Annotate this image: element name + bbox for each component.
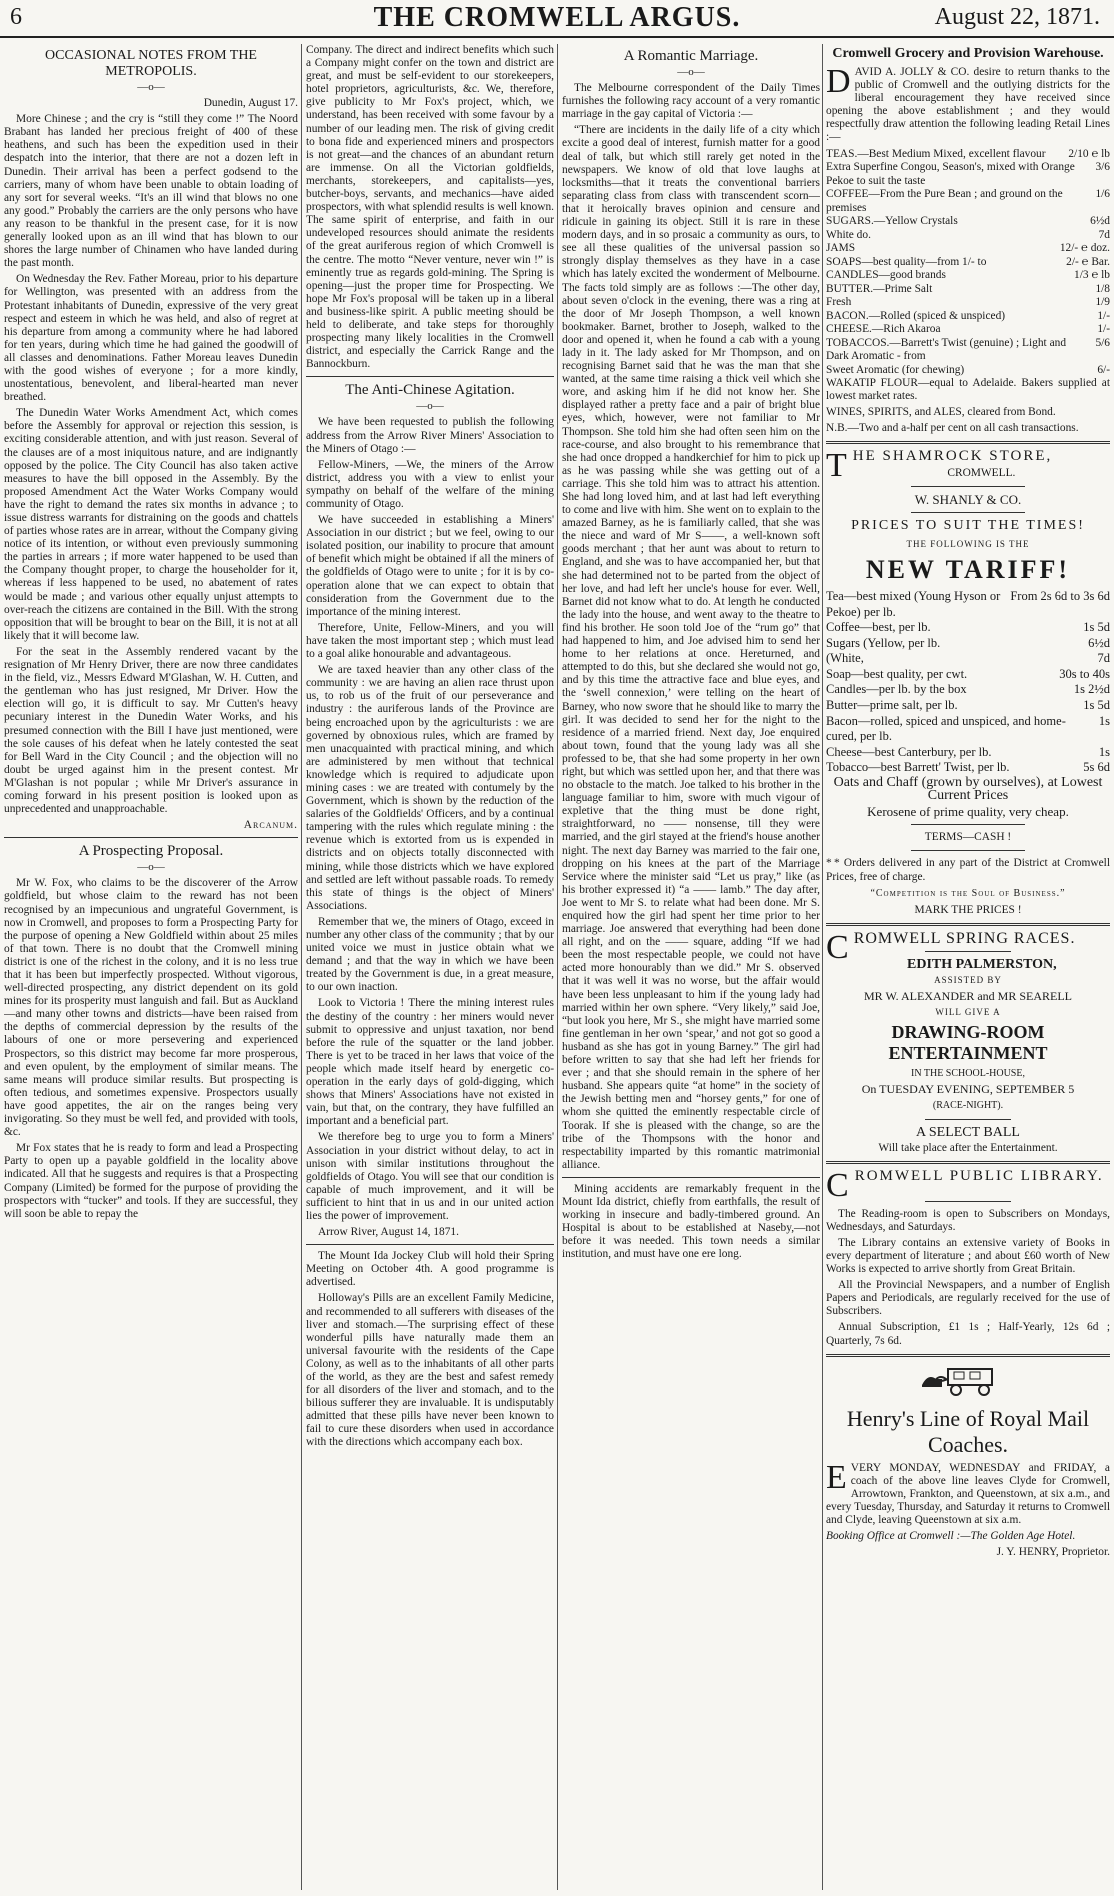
column-2 [306,44,554,1890]
ad-title-library: ROMWELL PUBLIC LIBRARY. [854,1167,1104,1184]
divider [306,1244,554,1245]
paragraph: The Dunedin Water Works Amendment Act, which comes before the Assembly for approval or rejection this session, is exciting considerable attention, and with just reason. Several of the clauses are of a most iniquitous nature, and are indignantly opposed by the police. The City Council has also taken active measures to have the bill opposed in the Assembly. By the proposed Amendment Act the Water Works Company would have the right to demand the rates six months in advance ; to issue distress warrants for distraining on the goods and chattels of parties whose rates are in arrear, without the Company giving notice of its intention, or without even previously summoning the parties in arrears ; if more water happened to be used than the Company thought proper, to charge the householder for it, whereas if less happened to be used, no abatement of rates would be made ; and various other equally unjust attempts to over-reach the citizens are contained in the Bill. With the strong opposition that will be brought to bear on the Bill, it is not at all likely that it will become law. [4,407,298,642]
paragraph: Mr W. Fox, who claims to be the discoverer of the Arrow goldfield, but whose claim to the reward has not been recognised by an impecunious and ungrateful Government, is now in Cromwell, and proposes to form a Prospecting Party for the purpose of opening a New Goldfield within about 25 miles of that town. There is no doubt that the Cromwell mining district is one of the richest in the colony, and it is no less true that it has been but imperfectly prospected. Without vigorous, well-directed prospecting, any district dependent on its gold mines for its prosperity must languish and fail. But as Auckland—and many other towns and districts—have been raised from the depths of commercial depression by the results of the labours of one or more persevering and experienced Prospectors, so this district may become far more prosperous, and even opulent, by the employment of similar means. The same means will produce similar results. But prospecting is often tedious, and sometimes expensive. Prospectors usually have good appetites, the air on the ranges being very invigorating. So they must be well fed, and provided with tools, &c. [4,877,298,1139]
ad-tariff-heading: NEW TARIFF! [865,554,1071,584]
ad-line: Oats and Chaff (grown by ourselves), at Lowest Current Prices [833,775,1103,804]
paragraph: We have been requested to publish the following address from the Arrow River Miners' Association to the Miners of Otago :— [306,416,554,455]
item-price: 1/- [1097,309,1110,322]
item-name: Candles—per lb. by the box [826,682,967,697]
item-name: JAMS [826,242,856,255]
drop-cap: E [826,1458,847,1496]
ad-subline: WILL GIVE A [935,1007,1001,1018]
article-heading-prospecting: A Prospecting Proposal. [78,843,224,860]
divider [925,1201,1010,1202]
item-price: 2/- ℮ Bar. [1066,255,1110,268]
ad-motto: “Competition is the Soul of Business.” [870,887,1066,899]
column-divider [557,44,558,1890]
price-row [826,698,1110,714]
ad-line: MARK THE PRICES ! [914,903,1022,916]
item-price: 1/3 ℮ lb [1074,269,1110,282]
article-heading-romantic-marriage: A Romantic Marriage. [623,48,759,64]
item-price: 7d [1097,651,1110,666]
price-row [826,745,1110,761]
item-price: 1s 5d [1083,698,1110,713]
ad-title-races: ROMWELL SPRING RACES. [853,929,1076,947]
ad-place: CROMWELL. [947,466,1016,479]
divider [562,1177,820,1178]
paragraph: Fellow-Miners, —We, the miners of the Arrow district, address you with a view to enlist your sympathy on behalf of the welfare of the mining community of Otago. [306,458,554,510]
column-4-advertisements [826,44,1110,1890]
ad-line: J. Y. HENRY, Proprietor. [996,1546,1110,1559]
item-price: 3/6 [1095,161,1110,174]
ad-line: WINES, SPIRITS, and ALES, cleared from Bond. [826,406,1056,419]
item-name: SUGARS.—Yellow Crystals [826,215,958,228]
paragraph: Therefore, Unite, Fellow-Miners, and you will have taken the most important step ; which must lead to a goal alike honourable and advantageous. [306,621,554,661]
paragraph: More Chinese ; and the cry is “still they come !” The Noord Brabant has landed her precious freight of 400 of these heathens, and such has been the expedition used in their despatch into the interior, that there are not a dozen left in Dunedin. Their arrival has been a perfect godsend to the carriers, many of whom have been unable to obtain loading of any sort for several weeks. “It's an ill wind that blows no one any good.” Probably the carriers are the only persons who have any reason to be thankful in the present case, for it is now generally looked upon as an ill wind that has blown to our shores the large number of Chinamen who have landed during the past month. [4,113,298,270]
paragraph: Mr Fox states that he is ready to form and lead a Prospecting Party to open up a payable goldfield in the locality above indicated. All that he suggests and requires is that a Prospecting Company (Limited) be formed for the purpose of providing the prospectors with “tucker” and tools. If they are successful, they will soon be able to repay the [4,1142,298,1220]
ad-note: N.B.—Two and a-half per cent on all cash transactions. [826,422,1079,435]
price-row [826,215,1110,229]
price-row [826,283,1110,297]
signature: Arrow River, August 14, 1871. [318,1226,459,1239]
item-price: 6/- [1097,363,1110,376]
paragraph: For the seat in the Assembly rendered vacant by the resignation of Mr Henry Driver, there are now three candidates in the field, viz., Messrs Edward M'Glashan, W. H. Cutten, and the gentleman who has just resigned, Mr Driver. How the election will go, it is difficult to say. Mr Cutten's heavy pecuniary interest in the Dunedin Water Works, and his presumed connection with the Bill I have just mentioned, were the sole causes of his defeat when he lately contested the seat for Bell Ward in the City Council ; and the objection will no doubt be urged against him in the present contest. Mr M'Glashan is not popular ; while Mr Driver's assurance in coming forward in his present position is looked upon as unprecedented and unapproachable. [4,645,298,816]
divider [826,923,1110,926]
divider [911,850,1025,851]
item-price: 5s 6d [1083,760,1110,775]
coach-icon [918,1363,1018,1397]
divider [826,441,1110,444]
item-price: 30s to 40s [1059,666,1110,681]
paragraph: Holloway's Pills are an excellent Family Medicine, and recommended to all sufferers with diseases of the liver and stomach.—The surprising effect of these wonderful pills have naturally made them an universal favourite with the residents of the Cape Colony, as well as to the inhabitants of all other parts of the world, as they are the best and safest remedy for all disorders of the liver and stomach, and to the bilious sufferer they are invaluable. It is undisputably admitted that these pills have never been known to fail to cure these disorders when used in accordance with the directions which accompany each box. [306,1292,554,1449]
paragraph: We therefore beg to urge you to form a Miners' Association in your district without delay, to act in unison with similar institutions throughout the goldfields of Otago. You will see that our condition is capable of much improvement, and it will be sufficient to hint that in us and in our united action lies the power of improvement. [306,1131,554,1222]
price-row [826,269,1110,283]
paragraph: The Library contains an extensive variety of Books in every department of literature ; and about £60 worth of New Works is expected to arrive shortly from Great Britain. [826,1236,1110,1276]
ad-line: A SELECT BALL [916,1124,1020,1140]
ad-line: * * Orders delivered in any part of the District at Cromwell Prices, free of charge. [826,857,1110,883]
tariff-list [826,589,1110,776]
paragraph: All the Provincial Newspapers, and a number of English Papers and Periodicals, are regularly received for the use of Subscribers. [826,1279,1110,1318]
item-price: 6½d [1090,215,1110,228]
item-name: Coffee—best, per lb. [826,620,931,635]
paragraph: Annual Subscription, £1 1s ; Half-Yearly, 12s 6d ; Quarterly, 7s 6d. [826,1321,1110,1347]
divider [911,486,1025,487]
ad-line: Kerosene of prime quality, very cheap. [867,804,1069,820]
price-row [826,310,1110,324]
price-row [826,651,1110,667]
divider [911,824,1025,825]
price-row [826,337,1110,364]
ad-slogan: PRICES TO SUIT THE TIMES! [851,517,1085,533]
article-heading-anti-chinese: The Anti-Chinese Agitation. [345,382,515,399]
price-row [826,256,1110,270]
item-price: 1s 2½d [1073,682,1110,697]
ad-subline: THE FOLLOWING IS THE [906,538,1030,549]
item-name: Extra Superfine Congou, Season's, mixed with Orange Pekoe to suit the taste [826,161,1075,187]
ad-intro: AVID A. JOLLY & CO. desire to return thanks to the public of Cromwell and the outlying districts for the liberal encouragement they have received since opening the above establishment ; and they would respectfully draw attention the following leading Retail Lines :— [826,66,1110,144]
item-price: 1/8 [1095,282,1110,295]
newspaper-title: THE CROMWELL ARGUS. [373,2,741,33]
drop-cap: C [826,928,850,966]
ad-subline: (RACE-NIGHT). [932,1100,1004,1112]
price-row [826,188,1110,215]
price-row [826,296,1110,310]
column-3 [562,44,820,1890]
price-row [826,667,1110,683]
item-name: COFFEE—From the Pure Bean ; and ground on the premises [826,188,1063,214]
item-price: 12/- ℮ doz. [1059,242,1110,255]
item-name: SOAPS—best quality—from 1/- to [826,255,987,268]
price-row [826,229,1110,243]
ad-performer: EDITH PALMERSTON, [907,956,1057,972]
item-name: (White, [826,651,864,666]
divider [826,1161,1110,1164]
divider [925,951,1010,952]
ad-event: DRAWING-ROOM ENTERTAINMENT [888,1022,1048,1064]
paragraph: On Wednesday the Rev. Father Moreau, prior to his departure for Wellington, was presented with an address from the Protestant inhabitants of Dunedin, expressive of the very great respect and esteem in which he was held, and also of regret at his departure from among a community where he had labored for ten years, during which time he had gained the goodwill of all classes and denominations. Father Moreau leaves Dunedin with the good wishes of everyone ; for a more kindly, unostentatious, benevolent, and liberal-hearted man never breathed. [4,273,298,404]
item-name: Sweet Aromatic (for chewing) [826,363,965,376]
drop-cap: D [826,63,851,100]
item-price: 1/9 [1095,296,1110,309]
item-price: 1s 5d [1083,620,1110,635]
item-name: TEAS.—Best Medium Mixed, excellent flavour [826,147,1046,160]
price-row [826,161,1110,188]
paragraph: “There are incidents in the daily life of a city which excite a good deal of interest, furnish matter for a good deal of talk, but which still rarely get noted in the newspapers. We know of old that love laughs at locksmiths—that it treats the conventional barriers separating class from class with transcendent scorn—that it heroically braves opinion and censure and ridicule in gaining its object. Still it is rare in these modern days, and in so prosaic a community as ours, to see all these qualities of the universal passion so strongly display themselves as they have in a case which has lately excited the wonderment of Melbourne. The facts told simply are as follows :—The other day, about seven o'clock in the evening, there was a ring at the door of Mr Joseph Thompson, a well known bookmaker. Barnet, brother to Joseph, walked to the door and opened it, when he found a cab with a young lady in it. The lady asked for Mr Thompson, and on recognising Barnet said that he was the man that she wanted, at the same time raising a thick veil which she wore, and asking him if he did not know her. She displayed rather a pretty face and a pair of bright blue eyes, which, however, were not familiar to Mr Thompson. She told him she had often seen him on the race-course, and also brought to his remembrance that she had once dropped a handkerchief for him to pick up as he was passing while she was getting out of a carriage. This she told him was to attract his attention. She had long loved him, and at last had left everything to come and live with him. She went on to explain to the amazed Barney, as he is familiarly called, that she was the niece and ward of Mr S——, a well-known soft goods merchant ; that her aunt was about to return to England, and she was to have accompanied her, but that she had determined not to be parted from the object of her love, and had left her uncle's house for ever. Well, Barnet did not know what to do. At length he conducted the lady into the house, and went away to the theatre to find his brother. He soon told Joe of the “rum go” that had happened to him, and Joe advised him to send her home to her relations at once. Hereturned, and attempted to do this, but she declared she would not go, and by this time the attractive face and blue eyes, and the ‘swell connexion,’ were telling on the heart of Barney, who now swore that he should like to marry the girl. It was decided to send her for the night to the residence of a married friend. Next day, Joe enquired about town, found that the young lady was all she professed to be, that she had some property in her own right, but which was settled upon her, and that there was no obstacle to the match. Joe talked to his brother in the language familiar to him, swore with much vigour of expletive that the thing must be done right, straightforward, no —— nonsense, till they were married, and the girl stayed at the friend's house another night. The next day Barney was married to the fair one, dropping on his knees at the part of the Marriage Service where the minister said “Let us pray,” like (as his brother expressed it) “a —— lamb.” The day after, Joe went to Mr S. to relate what had been done. Mr S. enquired how the girl had spent her time prior to her marriage. Joe answered that everything had been done all right, and on the —— square, adding “If we had been the most respectable people, we could not have acted more honourably than we did.” Mr S. observed that it was well it was no worse, but the affair would have been less unpleasant to him if the young lady had married within her own sphere. “Very likely,” said Joe, “but look you here, Mr S., she might have married some fine gentleman in her own ‘spear,’ and not got so good a husband as she has got in young Barney.” The girl had before written to say that she had left her friends for ever ; and that she should remain in the sphere of her husband. She appears quite “at home” in the society of the Jewish betting men and “horsey gents,” for one of whom she quitted the eminently respectable circle of Toorak. If she is pleased with the change, so are the tribe of the Thompsons with the honor and respectability imparted by this romantic matrimonial alliance. [562,124,820,1171]
divider [826,1354,1110,1357]
ad-text: VERY MONDAY, WEDNESDAY and FRIDAY, a coach of the above line leaves Clyde for Cromwell, Arrowtown, Frankton, and Queenstown, at six a.m., and every Tuesday, Thursday, and Saturday it returns to Cromwell and Clyde, leaving Queenstown at six a.m. [826,1461,1110,1527]
ad-line: Booking Office at Cromwell :—The Golden Age Hotel. [826,1530,1076,1543]
price-row [826,636,1110,652]
paragraph: The Melbourne correspondent of the Daily Times furnishes the following racy account of a very romantic marriage in the gay capital of Victoria :— [562,82,820,121]
price-row [826,364,1110,378]
price-row [826,760,1110,776]
dateline: Dunedin, August 17. [203,97,298,110]
ornament: —o— [677,66,705,78]
item-name: Cheese—best Canterbury, per lb. [826,744,992,759]
item-name: BACON.—Rolled (spiced & unspiced) [826,309,1006,322]
item-price: 1/6 [1095,188,1110,201]
item-price: 7d [1098,228,1110,241]
ad-title-coaches: Henry's Line of Royal Mail Coaches. [846,1405,1090,1457]
paragraph: We have succeeded in establishing a Miners' Association in our district ; but we feel, owing to our isolated position, our inability to procure that amount of benefit which might be obtained if all the miners of the goldfields of Otago were to unite ; for it is by co-operation alone that we can expect to obtain that consideration from the Government due to the importance of the mining interest. [306,514,554,618]
ad-title-shamrock: HE SHAMROCK STORE, [852,448,1053,465]
divider [925,1119,1010,1120]
page-number: 6 [10,4,22,30]
item-name: Tea—best mixed (Young Hyson or Pekoe) per lb. [826,588,1001,619]
ad-date: On TUESDAY EVENING, SEPTEMBER 5 [861,1082,1075,1097]
item-name: Fresh [826,296,852,309]
paragraph: Company. The direct and indirect benefits which such a Company might confer on the town and district are great, and must be self-evident to our storekeepers, hotel proprietors, agriculturists, &c. We, therefore, give publicity to Mr Fox's project, which, we understand, has been received with some favour by a number of our leading men. The risk of giving credit to bona fide and experienced miners and prospectors is not great—and the chances of an abundant return are immense. On all the Victorian goldfields, merchants, storekeepers, and capitalists—yes, butcher-boys, servants, and mechanics—have aided prospectors, with what splendid results is well known. The same spirit of enterprise, and faith in our undeveloped resources should animate the residents of the great auriferous region of which Cromwell is the centre. The motto “Never venture, never win !” is eminently true as regards gold-mining. The Spring is opening—just the proper time for Prospecting. We hope Mr Fox's proposal will be taken up in a liberal and business-like spirit. A public meeting should be held to deliberate, and take steps for thoroughly prospecting many likely localities in the Cromwell district, and especially the Carrick Range and the Bannockburn. [306,44,554,371]
ad-line: MR W. ALEXANDER and MR SEARELL [863,989,1072,1004]
item-name: TOBACCOS.—Barrett's Twist (genuine) ; Light and Dark Aromatic - from [826,336,1067,363]
drop-cap: T [826,447,849,485]
item-price: 1s [1098,744,1110,759]
item-price: From 2s 6d to 3s 6d [1010,588,1110,603]
column-divider [301,44,302,1890]
masthead [0,0,1114,38]
item-price: 6½d [1088,635,1110,650]
ad-owner: W. SHANLY & CO. [914,491,1022,507]
price-list [826,148,1110,378]
ad-terms: TERMS—CASH ! [924,831,1012,844]
item-name: Sugars (Yellow, per lb. [826,635,941,650]
price-row [826,589,1110,620]
item-name: Bacon—rolled, spiced and unspiced, and home-cured, per lb. [826,713,1066,744]
divider [4,837,298,838]
item-name: Butter—prime salt, per lb. [826,698,958,713]
price-row [826,620,1110,636]
item-name: Soap—best quality, per cwt. [826,666,968,681]
drop-cap: C [826,1166,851,1204]
item-price: 1s [1098,713,1110,728]
paragraph: The Mount Ida Jockey Club will hold their Spring Meeting on October 4th. A good programme is advertised. [306,1250,554,1289]
item-name: CHEESE.—Rich Akaroa [826,323,941,336]
price-row [826,323,1110,337]
item-name: Tobacco—best Barrett' Twist, per lb. [826,760,1010,775]
item-price: 2/10 ℮ lb [1068,147,1110,160]
ad-subline: ASSISTED BY [934,974,1002,985]
column-divider [822,44,823,1890]
ornament: —o— [416,400,444,413]
ad-subline: IN THE SCHOOL-HOUSE, [911,1068,1025,1080]
item-price: 1/- [1097,323,1110,336]
item-name: BUTTER.—Prime Salt [826,282,933,295]
ad-line: WAKATIP FLOUR—equal to Adelaide. Bakers supplied at lowest market rates. [826,377,1110,403]
ad-title-grocery: Cromwell Grocery and Provision Warehouse. [832,46,1104,61]
price-row [826,714,1110,745]
divider [911,512,1025,513]
column-1 [4,44,298,1890]
divider [306,376,554,377]
signature: Arcanum. [243,819,298,832]
issue-date: August 22, 1871. [934,4,1100,30]
price-row [826,682,1110,698]
ornament: —o— [137,81,165,93]
paragraph: We are taxed heavier than any other class of the community : we are having an alien race thrust upon us, to rob us of the fruit of our perseverance and industry : the auriferous lands of the Province are being encroached upon by the agriculturists : we are governed by obnoxious rules, which are framed by men unacquainted with practical mining, and which are administered by men without that technical knowledge which is required to adjudicate upon mining cases : we are treated with contumely by the Government, which is shown by the reduction of the salaries of the Goldfields' Officers, and by a continual tampering with the rules which regulate mining : the revenue which is extorted from us is expended in districts and on objects totally disconnected with mining, while those districts which we have explored and settled are left without passable roads. To remedy this state of things is the object of Miners' Associations. [306,664,554,912]
paragraph: Mining accidents are remarkably frequent in the Mount Ida district, chiefly from earthfalls, the result of working in insecure and badly-timbered ground. An Hospital is about to be established at Naseby,—not before it was needed. This town needs a similar institution, and must have one ere long. [562,1182,820,1261]
item-name: White do. [826,228,871,241]
article-heading-occasional-notes: OCCASIONAL NOTES FROM THE METROPOLIS. [45,48,257,79]
price-row [826,148,1110,162]
paragraph: The Reading-room is open to Subscribers on Mondays, Wednesdays, and Saturdays. [826,1207,1110,1233]
item-name: CANDLES—good brands [826,269,946,282]
item-price: 5/6 [1095,336,1110,349]
paragraph: Look to Victoria ! There the mining interest rules the destiny of the country : her miners would never submit to oppressive and unjust taxation, nor bend before the rule of the squatter or the land jobber. There is yet to be traced in her laws that voice of the people which made itself heard by energetic co-operation in the early days of gold-digging, which shows that Miners' Associations have not existed in vain, but that, on the contrary, they have fulfilled an important and a beneficial part. [306,997,554,1128]
price-row [826,242,1110,256]
ad-line: Will take place after the Entertainment. [878,1141,1058,1154]
ornament: —o— [137,861,165,874]
coach-illustration [826,1363,1110,1402]
paragraph: Remember that we, the miners of Otago, exceed in number any other class of the community ; that by our united voice we must in justice obtain what we demand ; and that the way in which we have been treated by the Government is due, in a great measure, to our own inaction. [306,915,554,994]
